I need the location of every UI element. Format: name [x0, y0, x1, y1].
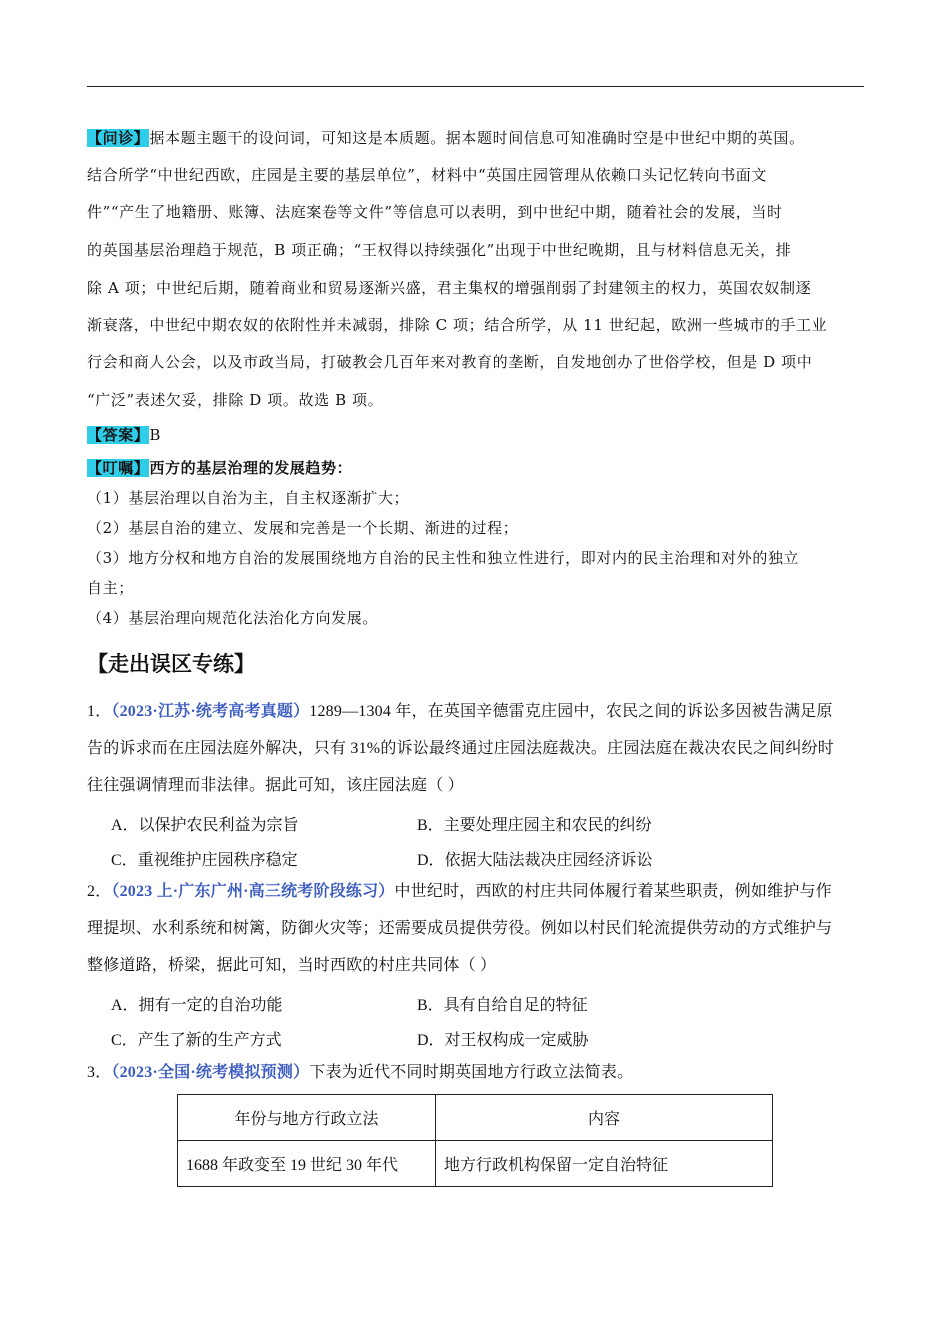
reminder-tag: 【叮嘱】 — [87, 459, 150, 477]
answer-value: B — [149, 426, 162, 444]
table-cell: 地方行政机构保留一定自治特征 — [436, 1141, 773, 1187]
reminder-line: 自主； — [87, 579, 134, 597]
answer-tag: 【答案】 — [87, 426, 150, 444]
reminder-line: （3）地方分权和地方自治的发展围绕地方自治的民主性和独立性进行，即对内的民主治理和对外的独立 — [87, 549, 800, 567]
option-a[interactable]: A．拥有一定的自治功能 — [111, 997, 283, 1014]
option-d[interactable]: D．依据大陆法裁决庄园经济诉讼 — [417, 852, 653, 869]
table-row — [178, 1141, 773, 1187]
question-source: （2023·江苏·统考高考真题） — [111, 703, 310, 720]
table-header-cell: 年份与地方行政立法 — [178, 1095, 436, 1141]
question-number: 2． — [87, 883, 112, 900]
question-2-line: 理提坝、水利系统和树篱，防御火灾等；还需要成员提供劳役。例如以村民们轮流提供劳动的方式维护与 — [87, 920, 833, 937]
header-rule — [87, 86, 864, 87]
question-2-line: 2．（2023 上·广东广州·高三统考阶段练习）中世纪时，西欧的村庄共同体履行着某些职责，例如维护与作 — [87, 883, 832, 900]
reminder-line: （2）基层自治的建立、发展和完善是一个长期、渐进的过程； — [87, 519, 519, 537]
analysis-line: 渐衰落，中世纪中期农奴的依附性并未减弱，排除 C 项；结合所学，从 11 世纪起，欧洲一些城市的手工业 — [87, 316, 828, 334]
analysis-line: 结合所学“中世纪西欧，庄园是主要的基层单位”，材料中“英国庄园管理从依赖口头记忆转向书面文 — [87, 166, 768, 184]
table-header-cell: 内容 — [436, 1095, 773, 1141]
reminder-line: （1）基层治理以自治为主，自主权逐渐扩大； — [87, 489, 410, 507]
reminder-title-line — [87, 458, 352, 478]
analysis-line: 【问诊】据本题主题干的设问词，可知这是本质题。据本题时间信息可知准确时空是中世纪中期的英国。 — [87, 129, 805, 147]
analysis-line: 除 A 项；中世纪后期，随着商业和贸易逐渐兴盛，君主集权的增强削弱了封建领主的权力，英国农奴制逐 — [87, 279, 812, 297]
option-d[interactable]: D．对王权构成一定威胁 — [417, 1032, 589, 1049]
option-a[interactable]: A．以保护农民利益为宗旨 — [111, 817, 299, 834]
table-cell: 1688 年政变至 19 世纪 30 年代 — [178, 1141, 436, 1187]
question-1-line: 告的诉求而在庄园法庭外解决，只有 31%的诉讼最终通过庄园法庭裁决。庄园法庭在裁决农民之间纠纷时 — [87, 740, 834, 757]
question-number: 3． — [87, 1064, 112, 1081]
analysis-line: 件”“产生了地籍册、账簿、法庭案卷等文件”等信息可以表明，到中世纪中期，随着社会的发展，当时 — [87, 203, 783, 221]
option-c[interactable]: C．重视维护庄园秩序稳定 — [111, 852, 298, 869]
analysis-line: 的英国基层治理趋于规范，B 项正确；“王权得以持续强化”出现于中世纪晚期，且与材料信息无关，排 — [87, 241, 792, 259]
section-heading: 【走出误区专练】 — [87, 652, 255, 676]
question-number: 1． — [87, 703, 112, 720]
question-3-line: 3．（2023·全国·统考模拟预测）下表为近代不同时期英国地方行政立法简表。 — [87, 1064, 634, 1081]
analysis-line: “广泛”表述欠妥，排除 D 项。故选 B 项。 — [87, 391, 384, 409]
option-b[interactable]: B．主要处理庄园主和农民的纠纷 — [417, 817, 652, 834]
question-source: （2023 上·广东广州·高三统考阶段练习） — [111, 883, 395, 900]
question-1-line: 1．（2023·江苏·统考高考真题）1289—1304 年，在英国辛德雷克庄园中，农民之间的诉讼多因被告满足原 — [87, 703, 833, 720]
reminder-line: （4）基层治理向规范化法治化方向发展。 — [87, 609, 378, 627]
option-b[interactable]: B．具有自给自足的特征 — [417, 997, 588, 1014]
answer-line — [87, 425, 161, 445]
analysis-tag: 【问诊】 — [87, 129, 150, 147]
question-source: （2023·全国·统考模拟预测） — [111, 1064, 310, 1081]
option-c[interactable]: C．产生了新的生产方式 — [111, 1032, 282, 1049]
reminder-title: 西方的基层治理的发展趋势： — [149, 459, 353, 477]
legislation-table — [177, 1094, 773, 1187]
table-header-row — [178, 1095, 773, 1141]
question-1-line: 往往强调情理而非法律。据此可知，该庄园法庭（ ） — [87, 777, 464, 794]
question-2-line: 整修道路，桥梁，据此可知，当时西欧的村庄共同体（ ） — [87, 957, 497, 974]
analysis-line: 行会和商人公会，以及市政当局，打破教会几百年来对教育的垄断，自发地创办了世俗学校，但是 D 项中 — [87, 353, 813, 371]
